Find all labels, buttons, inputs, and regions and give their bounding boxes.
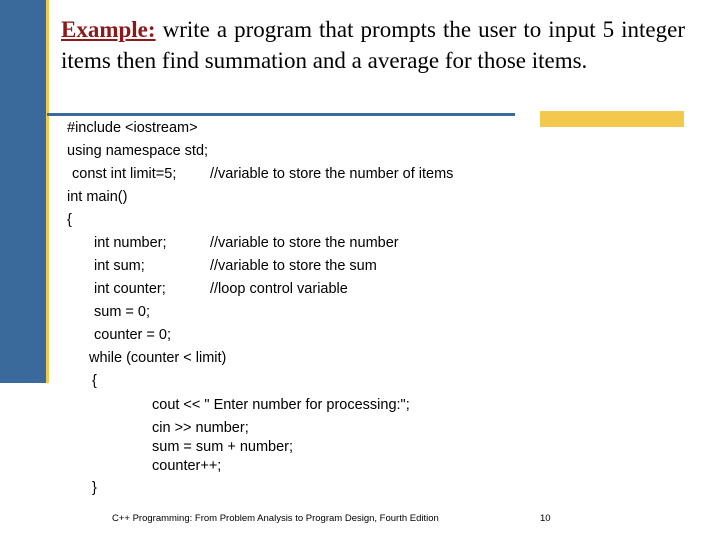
- code-comment: //variable to store the sum: [210, 258, 377, 274]
- code-line: {: [92, 373, 97, 389]
- page-number: 10: [540, 513, 551, 524]
- code-line: int number;: [94, 235, 167, 251]
- code-comment: //variable to store the number of items: [210, 166, 454, 182]
- code-line: sum = 0;: [94, 304, 151, 320]
- code-line: int sum;: [94, 258, 145, 274]
- code-comment: //variable to store the number: [210, 235, 399, 251]
- code-line: {: [67, 212, 72, 228]
- code-comment: //loop control variable: [210, 281, 348, 297]
- code-line: int main(): [67, 189, 128, 205]
- title-text: write a program that prompts the user to input 5 integer items then find summation and a average for those items.: [61, 17, 685, 73]
- code-line: cout << " Enter number for processing:";: [152, 397, 410, 413]
- code-line: int counter;: [94, 281, 166, 297]
- code-line: const int limit=5;: [72, 166, 177, 182]
- code-line: #include <iostream>: [67, 120, 198, 136]
- code-line: }: [92, 480, 97, 496]
- code-line: sum = sum + number;: [152, 439, 294, 455]
- code-line: counter++;: [152, 458, 222, 474]
- code-line: cin >> number;: [152, 420, 249, 436]
- code-line: while (counter < limit): [89, 350, 227, 366]
- slide-footer: C++ Programming: From Problem Analysis to Program Design, Fourth Edition: [112, 513, 439, 524]
- code-line: using namespace std;: [67, 143, 209, 159]
- title-lead: Example:: [61, 17, 156, 42]
- code-line: counter = 0;: [94, 327, 171, 343]
